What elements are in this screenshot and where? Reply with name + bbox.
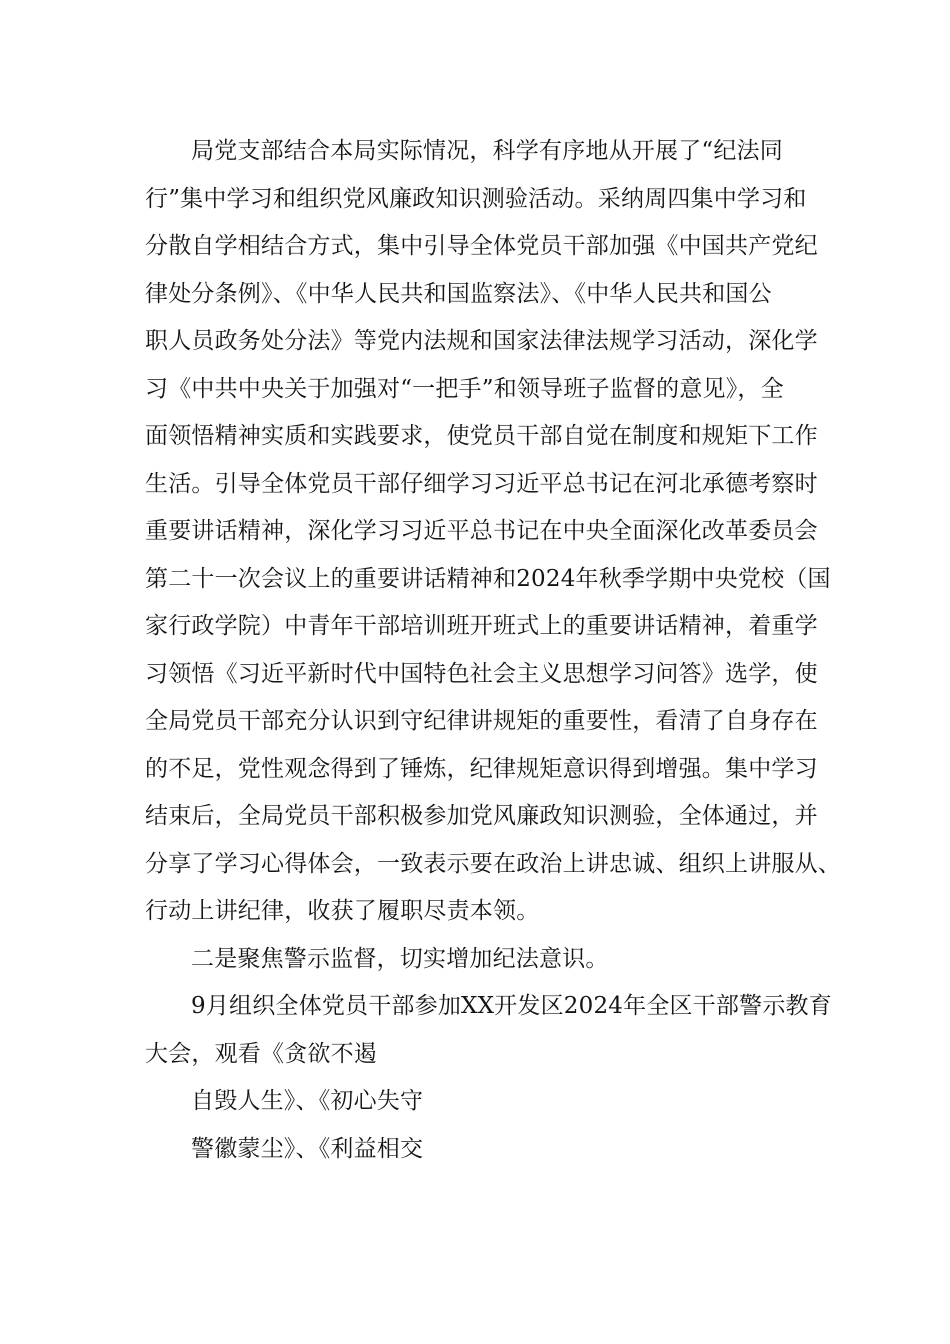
paragraph-line: 家行政学院）中青年干部培训班开班式上的重要讲话精神，着重学: [145, 613, 818, 639]
paragraph-line: 分散自学相结合方式，集中引导全体党员干部加强《中国共产党纪: [145, 233, 818, 259]
paragraph-section-heading: [145, 936, 825, 984]
paragraph-line: 面领悟精神实质和实践要求，使党员干部自觉在制度和规矩下工作: [145, 423, 818, 449]
paragraph-line: 结束后，全局党员干部积极参加党风廉政知识测验，全体通过，并: [145, 803, 818, 829]
paragraph-study-activities: [145, 128, 841, 936]
document-body: [145, 128, 841, 1173]
paragraph-line: 第二十一次会议上的重要讲话精神和2024年秋季学期中央党校（国: [145, 565, 831, 592]
paragraph-line: 大会，观看《贪欲不遏: [145, 1040, 377, 1067]
paragraph-line: 行”集中学习和组织党风廉政知识测验活动。采纳周四集中学习和: [145, 185, 807, 212]
paragraph-line: 习《中共中央关于加强对“一把手”和领导班子监督的意见》，全: [145, 375, 784, 402]
paragraph-line: 警徽蒙尘》、《利益相交: [191, 1135, 424, 1162]
paragraph-line: 习领悟《习近平新时代中国特色社会主义思想学习问答》选学，使: [145, 660, 818, 687]
paragraph-film-title-1: [145, 1078, 825, 1126]
paragraph-line: 全局党员干部充分认识到守纪律讲规矩的重要性，看清了自身存在: [145, 708, 818, 734]
paragraph-line: 局党支部结合本局实际情况，科学有序地从开展了“纪法同: [191, 138, 783, 164]
paragraph-line: 律处分条例》、《中华人民共和国监察法》、《中华人民共和国公: [145, 280, 772, 307]
paragraph-line: 自毁人生》、《初心失守: [191, 1088, 424, 1114]
paragraph-line: 生活。引导全体党员干部仔细学习习近平总书记在河北承德考察时: [145, 470, 818, 497]
paragraph-warning-education: [145, 983, 832, 1078]
paragraph-line: 分享了学习心得体会，一致表示要在政治上讲忠诚、组织上讲服从、: [145, 850, 841, 877]
paragraph-line: 职人员政务处分法》等党内法规和国家法律法规学习活动，深化学: [145, 328, 818, 354]
paragraph-film-title-2: [145, 1126, 825, 1174]
section-heading: 二是聚焦警示监督，切实增加纪法意识。: [191, 945, 609, 972]
paragraph-line: 重要讲话精神，深化学习习近平总书记在中央全面深化改革委员会: [145, 518, 818, 544]
paragraph-line: 9月组织全体党员干部参加XX开发区2024年全区干部警示教育: [191, 993, 832, 1019]
paragraph-line: 的不足，党性观念得到了锤炼，纪律规矩意识得到增强。集中学习: [145, 755, 818, 782]
paragraph-line: 行动上讲纪律，收获了履职尽责本领。: [145, 898, 540, 924]
